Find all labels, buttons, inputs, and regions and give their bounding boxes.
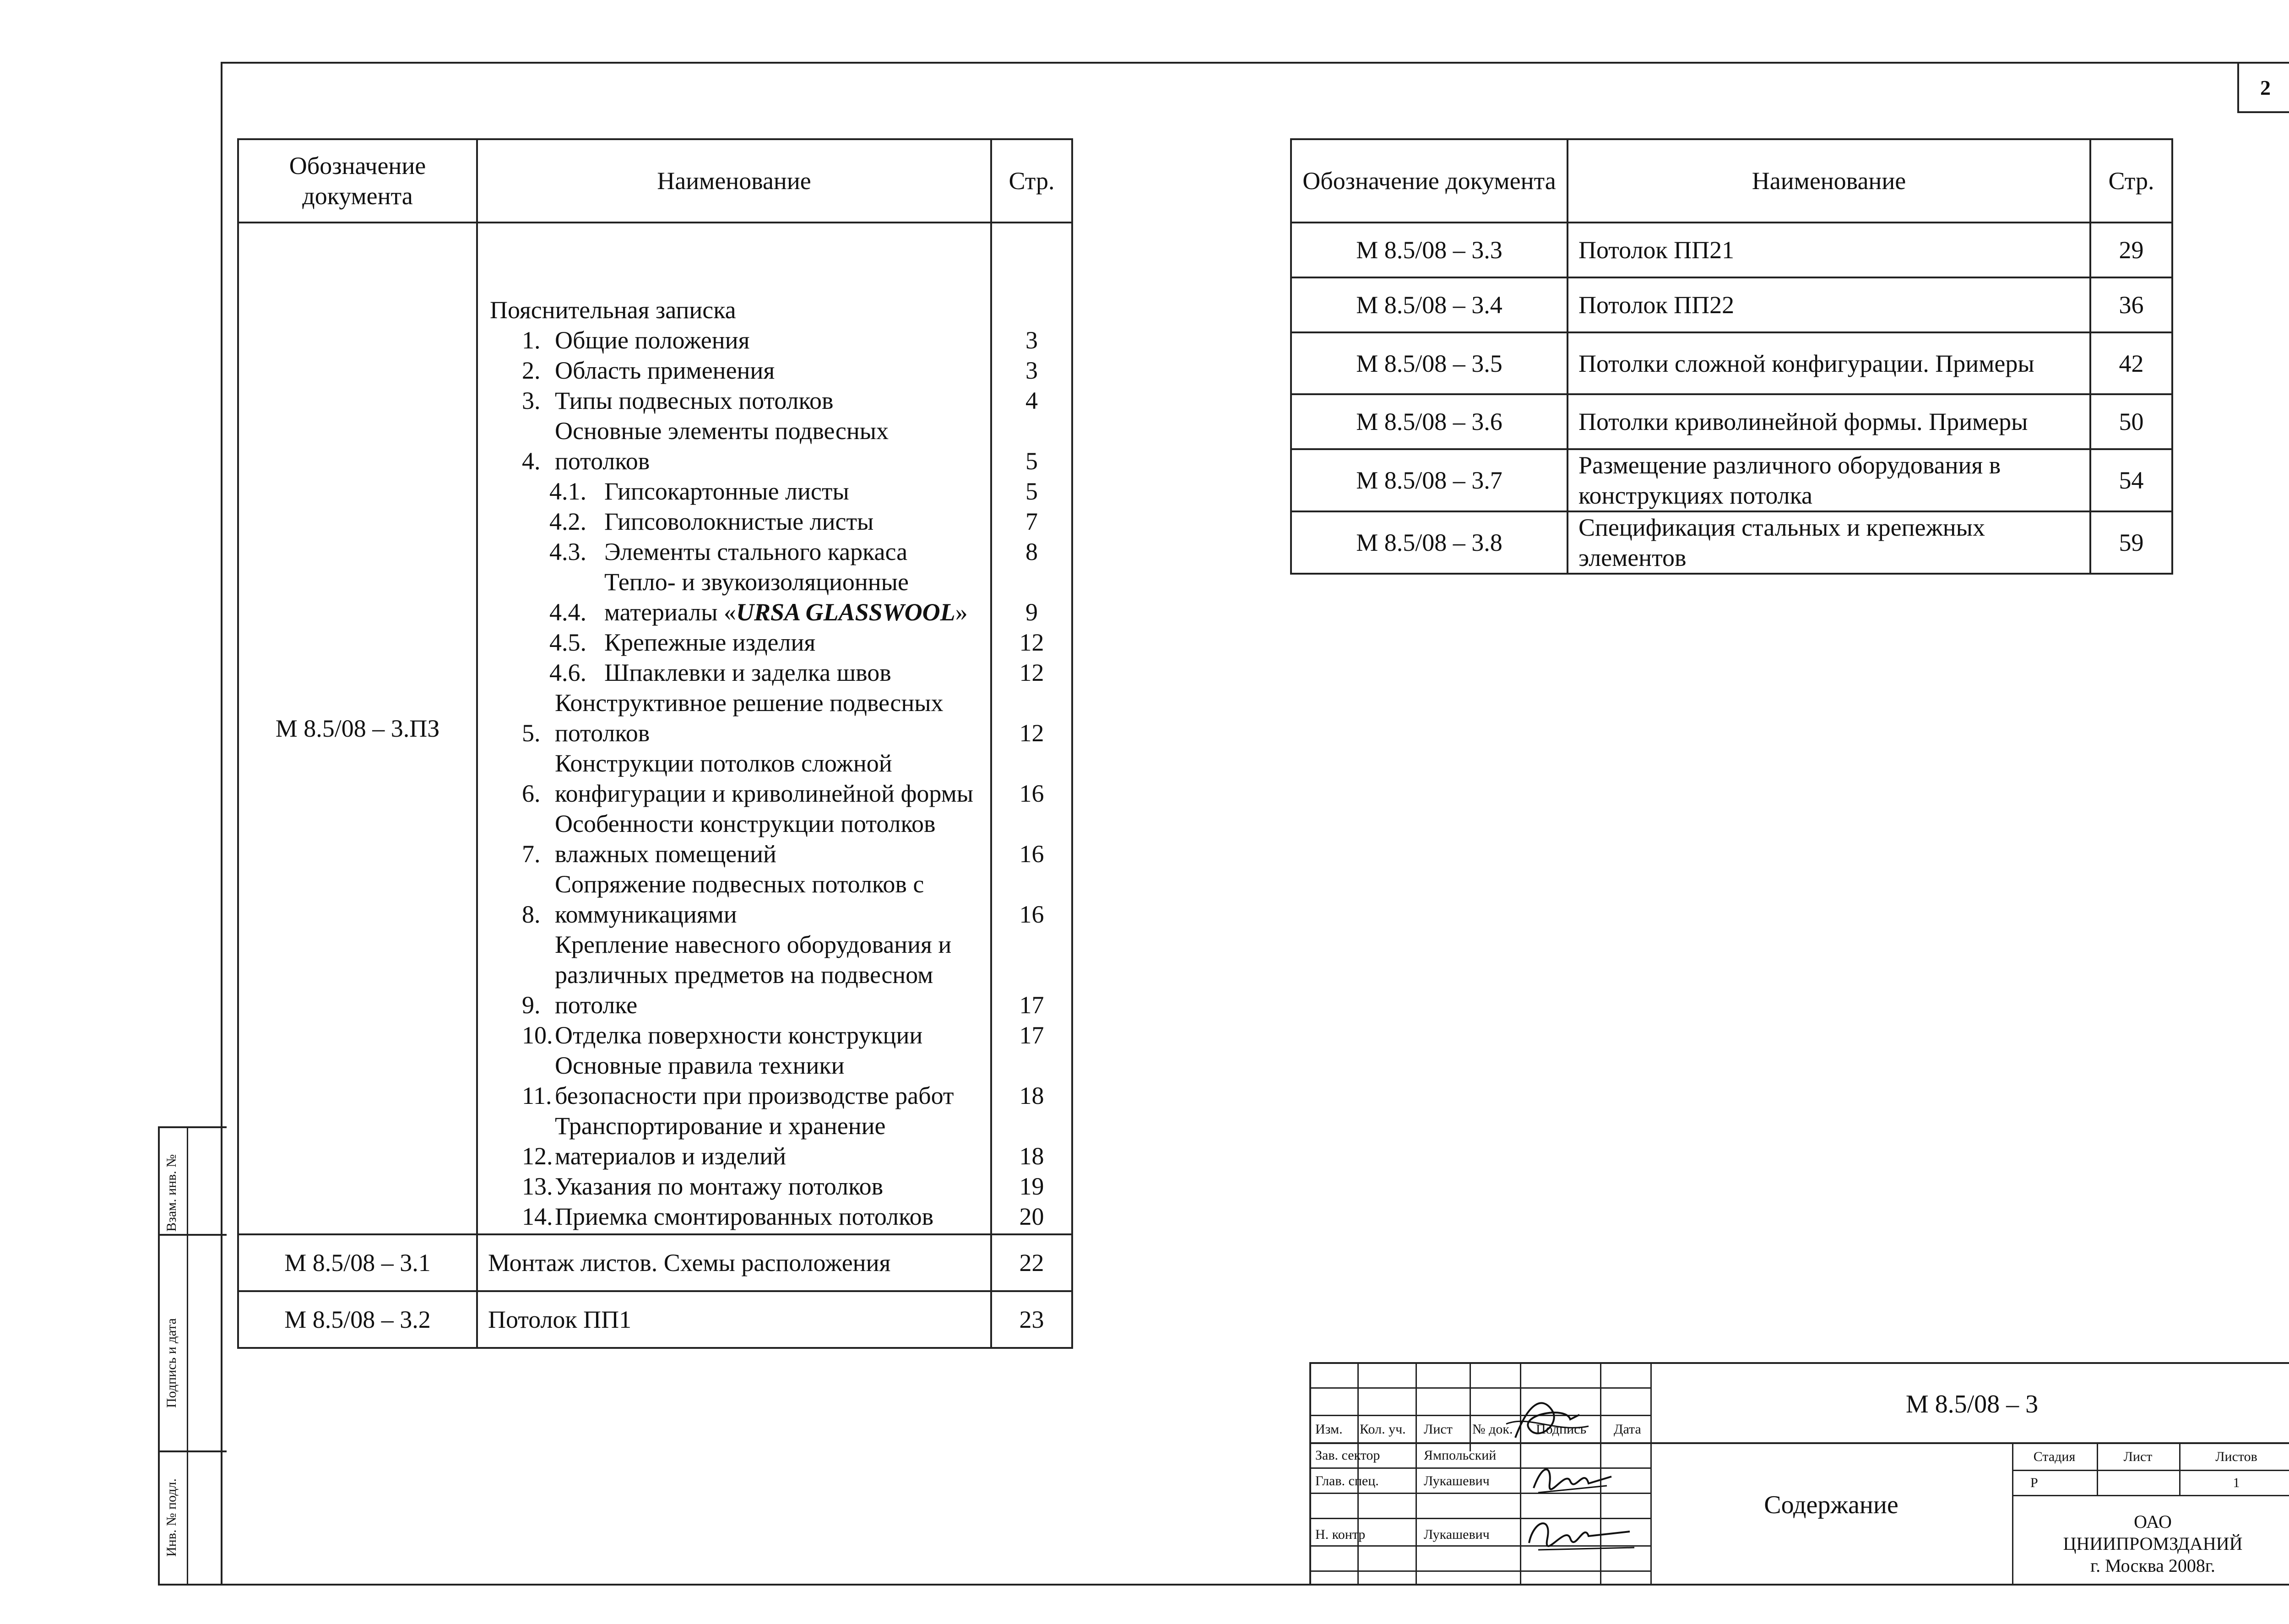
- stage-label: Стадия: [2033, 1449, 2076, 1464]
- toc-item-number: 2.: [522, 357, 541, 384]
- grid-line: [1470, 1362, 1471, 1451]
- doc-page: 54: [2090, 449, 2172, 511]
- toc-item-tail: »: [955, 598, 968, 626]
- doc-name: Монтаж листов. Схемы расположения: [477, 1234, 991, 1291]
- doc-code: М 8.5/08 – 3.7: [1291, 449, 1568, 511]
- toc-item-page: 18: [1019, 1082, 1044, 1109]
- doc-code: М 8.5/08 – 3.2: [238, 1291, 477, 1348]
- doc-code-pz: М 8.5/08 – 3.ПЗ: [238, 223, 477, 1234]
- toc-item-page: 17: [1019, 991, 1044, 1019]
- sheets-value: 1: [2233, 1475, 2240, 1490]
- doc-code: М 8.5/08 – 3.6: [1291, 394, 1568, 449]
- toc-item-text: [555, 929, 981, 1020]
- toc-item-number: 4.3.: [549, 538, 586, 565]
- toc-item-text: [555, 869, 981, 929]
- table-header-row: [238, 139, 1072, 223]
- toc-item-label: Элементы стального каркаса: [604, 538, 908, 565]
- pz-title: Пояснительная записка: [490, 296, 736, 324]
- toc-item-text: [555, 1111, 981, 1171]
- toc-item-number: 4.: [522, 447, 541, 475]
- side-stamp-divider: [187, 1126, 188, 1586]
- toc-item-text: [555, 386, 981, 416]
- doc-page: 50: [2090, 394, 2172, 449]
- toc-item: [490, 355, 981, 386]
- doc-code: М 8.5/08 – 3.4: [1291, 277, 1568, 332]
- table-row: [238, 1291, 1072, 1348]
- side-stamp-line: [158, 1234, 227, 1236]
- toc-item-text: [604, 567, 981, 627]
- toc-item-text: [555, 1020, 981, 1050]
- toc-item-label: Крепежные изделия: [604, 629, 816, 656]
- side-label-vzam: Взам. инв. №: [164, 1154, 179, 1232]
- toc-item-label: Особенности конструкции потолков влажных помещений: [555, 810, 936, 868]
- toc-item-label: Шпаклевки и заделка швов: [604, 659, 891, 686]
- header-name: Наименование: [477, 139, 991, 223]
- toc-item-number: 3.: [522, 387, 541, 414]
- col-header-list: Лист: [1424, 1422, 1453, 1437]
- grid-line: [1309, 1442, 2289, 1444]
- toc-item-page: 3: [1025, 326, 1038, 354]
- header-doc: Обозначение документа: [238, 139, 477, 223]
- sheets-label: Листов: [2215, 1449, 2257, 1464]
- doc-code: М 8.5/08 – 3.1: [238, 1234, 477, 1291]
- header-name: Наименование: [1568, 139, 2090, 223]
- toc-item-page: 16: [1019, 780, 1044, 807]
- toc-item-label: Конструкции потолков сложной конфигурации и криволинейной формы: [555, 750, 974, 807]
- sheet-label: Лист: [2123, 1449, 2153, 1464]
- doc-code: М 8.5/08 – 3.8: [1291, 511, 1568, 574]
- document-designation: М 8.5/08 – 3: [1905, 1390, 2039, 1418]
- pz-items-list: [490, 325, 981, 1232]
- toc-item-page: 16: [1019, 901, 1044, 928]
- toc-item-label: Приемка смонтированных потолков: [555, 1203, 934, 1230]
- toc-table-right: [1290, 138, 2173, 575]
- toc-item-page: 3: [1025, 357, 1038, 384]
- toc-item-number: 11.: [522, 1082, 552, 1109]
- toc-item-label: Типы подвесных потолков: [555, 387, 834, 414]
- pz-contents: [477, 223, 991, 1234]
- org-line-1: ОАО: [2134, 1511, 2172, 1532]
- toc-table-left: [237, 138, 1073, 1349]
- toc-item-text: [555, 416, 981, 476]
- toc-item: [490, 1050, 981, 1111]
- toc-item: [490, 929, 981, 1020]
- col-header-kol: Кол. уч.: [1360, 1422, 1406, 1437]
- toc-item-page: 9: [1025, 598, 1038, 626]
- toc-item: [490, 1020, 981, 1050]
- toc-item-number: 10.: [522, 1021, 553, 1049]
- toc-item: [490, 1171, 981, 1201]
- toc-item: [490, 748, 981, 809]
- toc-item-text: [555, 355, 981, 386]
- organization: [2012, 1511, 2289, 1577]
- toc-item-text: [604, 537, 981, 567]
- side-label-inv: Инв. № подл.: [164, 1478, 179, 1557]
- toc-item-page: 12: [1019, 719, 1044, 747]
- doc-name: Спецификация стальных и крепежных элементов: [1568, 511, 2090, 574]
- role-name: Лукашевич: [1424, 1473, 1490, 1488]
- doc-name: Потолок ПП22: [1568, 277, 2090, 332]
- toc-item-label: Указания по монтажу потолков: [555, 1173, 884, 1200]
- doc-page: 29: [2090, 223, 2172, 277]
- org-line-3: г. Москва 2008г.: [2090, 1555, 2215, 1576]
- signature-yampolsky: [1502, 1392, 1593, 1447]
- doc-code: М 8.5/08 – 3.3: [1291, 223, 1568, 277]
- toc-item: [490, 627, 981, 657]
- toc-item-text: [604, 627, 981, 657]
- toc-item-label: Отделка поверхности конструкции: [555, 1021, 923, 1049]
- toc-item-text: [604, 506, 981, 537]
- grid-line: [2012, 1495, 2289, 1496]
- toc-item-text: [555, 1050, 981, 1111]
- header-doc: Обозначение документа: [1291, 139, 1568, 223]
- toc-item: [490, 567, 981, 627]
- toc-item-number: 4.4.: [549, 598, 586, 626]
- table-row: [1291, 449, 2172, 511]
- toc-item-page: 18: [1019, 1142, 1044, 1170]
- toc-item-page: 5: [1025, 478, 1038, 505]
- doc-page: 23: [991, 1291, 1072, 1348]
- toc-item-number: 8.: [522, 901, 541, 928]
- toc-item: [490, 325, 981, 355]
- toc-item: [490, 537, 981, 567]
- toc-item: [490, 476, 981, 506]
- toc-item-text: [604, 476, 981, 506]
- side-stamp-line: [158, 1450, 227, 1452]
- toc-item-label: Основные правила техники безопасности при производстве работ: [555, 1052, 954, 1109]
- doc-page: 59: [2090, 511, 2172, 574]
- doc-name: Потолок ПП1: [477, 1291, 991, 1348]
- col-header-ndok: № док.: [1472, 1422, 1513, 1437]
- grid-line: [2012, 1470, 2289, 1471]
- doc-page: 22: [991, 1234, 1072, 1291]
- toc-item-number: 13.: [522, 1173, 553, 1200]
- toc-item: [490, 869, 981, 929]
- side-label-podpis: Подпись и дата: [164, 1318, 179, 1408]
- role-label: Н. контр: [1315, 1527, 1366, 1542]
- toc-item-brand: URSA GLASSWOOL: [736, 598, 955, 626]
- toc-item-page: 12: [1019, 629, 1044, 656]
- toc-item-page: 5: [1025, 447, 1038, 475]
- doc-name: Потолки криволинейной формы. Примеры: [1568, 394, 2090, 449]
- toc-item-text: [555, 748, 981, 809]
- grid-line: [1416, 1424, 1417, 1586]
- toc-item-number: 12.: [522, 1142, 553, 1170]
- role-name: Ямпольский: [1424, 1448, 1497, 1463]
- col-header-podpis: Подпись: [1536, 1422, 1587, 1437]
- toc-item-page: 19: [1019, 1173, 1044, 1200]
- table-row: [1291, 277, 2172, 332]
- header-page: Стр.: [991, 139, 1072, 223]
- toc-item-page: 16: [1019, 840, 1044, 868]
- doc-name: Потолки сложной конфигурации. Примеры: [1568, 332, 2090, 394]
- stage-value: Р: [2030, 1475, 2038, 1490]
- grid-line: [1309, 1387, 1650, 1389]
- col-header-data: Дата: [1614, 1422, 1641, 1437]
- org-line-2: ЦНИИПРОМЗДАНИЙ: [2063, 1533, 2243, 1554]
- toc-item-number: 1.: [522, 326, 541, 354]
- toc-item-text: [555, 809, 981, 869]
- toc-item: [490, 688, 981, 748]
- toc-item-label: Основные элементы подвесных потолков: [555, 417, 889, 475]
- table-header-row: [1291, 139, 2172, 223]
- toc-item-number: 4.6.: [549, 659, 586, 686]
- toc-item-label: Гипсоволокнистые листы: [604, 508, 874, 535]
- role-name: Лукашевич: [1424, 1527, 1490, 1542]
- grid-line: [1309, 1570, 1650, 1572]
- doc-name: Размещение различного оборудования в конструкциях потолка: [1568, 449, 2090, 511]
- toc-item-label: Гипсокартонные листы: [604, 478, 849, 505]
- pz-pages: [991, 223, 1072, 1234]
- toc-item-page: 7: [1025, 508, 1038, 535]
- toc-item-number: 6.: [522, 780, 541, 807]
- toc-item: [490, 1111, 981, 1171]
- header-page: Стр.: [2090, 139, 2172, 223]
- toc-item: [490, 506, 981, 537]
- toc-item-number: 9.: [522, 991, 541, 1019]
- toc-item: [490, 657, 981, 688]
- signature-lukashevich-1: [1524, 1461, 1616, 1497]
- sheet-number: 2: [2237, 62, 2289, 113]
- toc-item-page: 4: [1025, 387, 1038, 414]
- toc-item-label: Конструктивное решение подвесных потолков: [555, 689, 944, 747]
- toc-item-number: 4.1.: [549, 478, 586, 505]
- toc-item-page: 8: [1025, 538, 1038, 565]
- grid-line: [1309, 1415, 1650, 1416]
- toc-item-text: [555, 1201, 981, 1232]
- toc-item-number: 4.5.: [549, 629, 586, 656]
- toc-item-page: 17: [1019, 1021, 1044, 1049]
- toc-item-label: Тепло- и звукоизоляционные материалы «: [604, 568, 909, 626]
- toc-item-number: 7.: [522, 840, 541, 868]
- toc-item-label: Сопряжение подвесных потолков с коммуникациями: [555, 870, 924, 928]
- toc-item-number: 14.: [522, 1203, 553, 1230]
- col-header-izm: Изм.: [1315, 1422, 1343, 1437]
- role-label: Зав. сектор: [1315, 1448, 1380, 1463]
- toc-item-label: Область применения: [555, 357, 775, 384]
- toc-item-text: [555, 1171, 981, 1201]
- table-row: [1291, 223, 2172, 277]
- table-row: [238, 1234, 1072, 1291]
- toc-item-page: 20: [1019, 1203, 1044, 1230]
- document-title: Содержание: [1764, 1491, 1898, 1519]
- doc-page: 42: [2090, 332, 2172, 394]
- table-row: [1291, 511, 2172, 574]
- toc-item: [490, 416, 981, 476]
- table-row-pz: [238, 223, 1072, 1234]
- toc-item: [490, 1201, 981, 1232]
- toc-item-text: [555, 325, 981, 355]
- toc-item-label: Транспортирование и хранение материалов и изделий: [555, 1112, 886, 1170]
- toc-item-number: 5.: [522, 719, 541, 747]
- doc-page: 36: [2090, 277, 2172, 332]
- toc-item-page: 12: [1019, 659, 1044, 686]
- signature-lukashevich-2: [1520, 1511, 1639, 1557]
- toc-item-label: Крепление навесного оборудования и различных предметов на подвесном потолке: [555, 931, 952, 1019]
- toc-item-label: Общие положения: [555, 326, 750, 354]
- toc-item: [490, 809, 981, 869]
- toc-item-text: [555, 688, 981, 748]
- toc-item-text: [604, 657, 981, 688]
- doc-code: М 8.5/08 – 3.5: [1291, 332, 1568, 394]
- table-row: [1291, 394, 2172, 449]
- table-row: [1291, 332, 2172, 394]
- role-label: Глав. спец.: [1315, 1473, 1379, 1488]
- toc-item-number: 4.2.: [549, 508, 586, 535]
- toc-item: [490, 386, 981, 416]
- doc-name: Потолок ПП21: [1568, 223, 2090, 277]
